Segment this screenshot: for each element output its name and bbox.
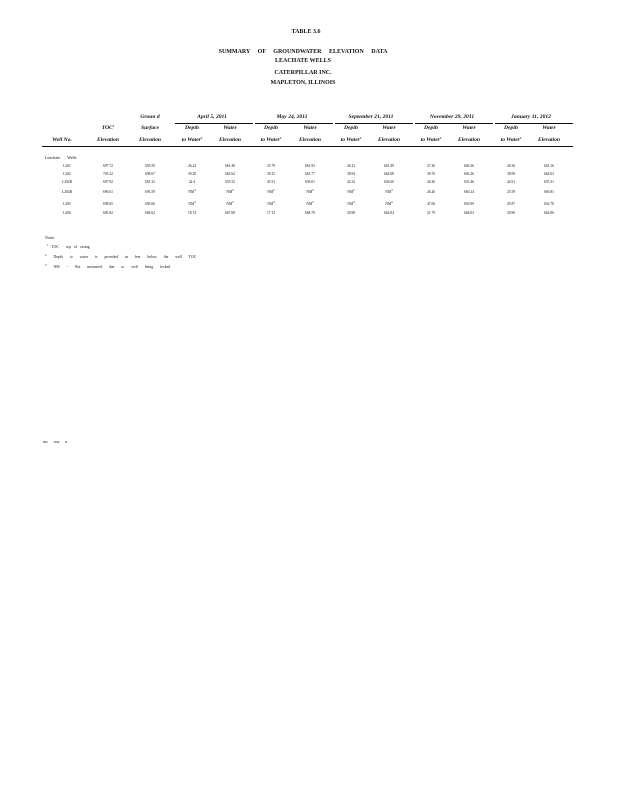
depth-header-3: Depth	[344, 125, 358, 131]
well-id-cell: L205	[63, 202, 71, 206]
toc-elevation-cell: 697.72	[103, 164, 113, 168]
water-elevation-cell: 660.26	[464, 164, 474, 168]
well-id-cell: L206	[63, 211, 71, 215]
depth-to-water-cell: 44.26	[426, 180, 436, 184]
water-elevation-cell: 660.24	[464, 190, 474, 194]
water-elevation-cell: 655.52	[225, 180, 235, 184]
ground-header-top: Groun d	[140, 114, 160, 120]
water-header-2: Water	[303, 125, 317, 131]
date-header-4: November 29, 2011	[429, 114, 475, 120]
note-2: $^2$ Depth to water is provided in feet below the well TOC	[45, 253, 197, 259]
depth-to-water-cell: 20.98	[346, 211, 356, 215]
well-id-cell: L201	[63, 164, 71, 168]
depth-to-water-cell: $NM^3$	[347, 188, 355, 194]
water-elevation-cell: 664.03	[464, 211, 474, 215]
water-header-2-bottom: Elevation	[298, 137, 322, 143]
water-header-3-bottom: Elevation	[377, 137, 401, 143]
date-rule-1	[175, 123, 253, 124]
water-elevation-cell: 661.49	[384, 164, 394, 168]
date-header-1: April 5, 2011	[197, 114, 227, 120]
depth-to-water-cell: 41.91	[266, 180, 276, 184]
depth-to-water-cell: 26.24	[187, 164, 197, 168]
water-elevation-cell: 664.08	[384, 172, 394, 176]
water-elevation-cell: 661.16	[544, 164, 554, 168]
depth-to-water-cell: 47.66	[426, 202, 436, 206]
depth-to-water-cell: $NM^3$	[267, 200, 275, 206]
depth-header-2-bottom: to Water$^2$	[260, 136, 282, 143]
well-no-header: Well No.	[52, 137, 72, 143]
depth-to-water-cell: 25.59	[506, 190, 516, 194]
table-title: SUMMARY OF GROUNDWATER ELEVATION DATA	[218, 49, 388, 55]
ground-header-bottom: Elevation	[138, 137, 162, 143]
date-rule-5	[495, 123, 573, 124]
water-elevation-cell: $NM^3$	[385, 188, 393, 194]
water-elevation-cell: 660.81	[544, 190, 554, 194]
depth-to-water-cell: $NM^3$	[267, 188, 275, 194]
ground-elevation-cell: 691.32	[145, 180, 155, 184]
depth-to-water-cell: 42.61	[506, 180, 516, 184]
water-elevation-cell: 650.99	[464, 202, 474, 206]
depth-header-5-bottom: to Water$^2$	[500, 136, 522, 143]
ground-elevation-cell: 695.66	[145, 202, 155, 206]
depth-to-water-cell: 21.79	[426, 211, 436, 215]
depth-to-water-cell: 27.26	[426, 164, 436, 168]
water-elevation-cell: $NM^3$	[385, 200, 393, 206]
depth-to-water-cell: 39.76	[426, 172, 436, 176]
depth-header-4: Depth	[424, 125, 438, 131]
notes-label: Notes:	[45, 236, 55, 240]
water-elevation-cell: 664.84	[384, 211, 394, 215]
depth-to-water-cell: 42.32	[346, 180, 356, 184]
depth-to-water-cell: 18.74	[187, 211, 197, 215]
toc-header-top: TOC$^1$	[101, 124, 115, 131]
water-elevation-cell: 661.93	[305, 164, 315, 168]
depth-to-water-cell: 26.23	[346, 164, 356, 168]
note-3: $^3$ NM - Not measured due to well being locked	[45, 263, 171, 269]
water-elevation-cell: $NM^3$	[226, 188, 234, 194]
well-id-cell: L204R	[62, 190, 72, 194]
ground-elevation-cell: 693.59	[145, 190, 155, 194]
water-elevation-cell: 661.48	[225, 164, 235, 168]
water-header-4-bottom: Elevation	[457, 137, 481, 143]
water-elevation-cell: 663.26	[464, 172, 474, 176]
water-header-4: Water	[462, 125, 476, 131]
date-rule-3	[335, 123, 413, 124]
water-elevation-cell: $NM^3$	[306, 200, 314, 206]
toc-elevation-cell: 703.22	[103, 172, 113, 176]
water-elevation-cell: 655.31	[544, 180, 554, 184]
ground-elevation-cell: 693.59	[145, 164, 155, 168]
section-label: Leachate Wells	[45, 155, 77, 160]
depth-to-water-cell: 42.4	[188, 180, 196, 184]
water-elevation-cell: 656.01	[305, 180, 315, 184]
water-elevation-cell: 668.70	[305, 211, 315, 215]
depth-to-water-cell: 25.79	[266, 164, 276, 168]
depth-header-3-bottom: to Water$^2$	[340, 136, 362, 143]
ground-elevation-cell: 698.67	[145, 172, 155, 176]
ground-elevation-cell: 684.62	[145, 211, 155, 215]
water-elevation-cell: 652.78	[544, 202, 554, 206]
depth-to-water-cell: 45.87	[506, 202, 516, 206]
depth-to-water-cell: $NM^3$	[347, 200, 355, 206]
depth-to-water-cell: 39.25	[266, 172, 276, 176]
water-header-1: Water	[223, 125, 237, 131]
header-bottom-rule	[42, 146, 573, 147]
water-elevation-cell: 664.03	[544, 172, 554, 176]
depth-to-water-cell: 38.94	[346, 172, 356, 176]
well-id-cell: L202R	[62, 180, 72, 184]
date-header-3: September 21, 2011	[348, 114, 394, 120]
date-rule-4	[415, 123, 493, 124]
water-header-3: Water	[382, 125, 396, 131]
depth-header-1: Depth	[185, 125, 199, 131]
water-elevation-cell: 653.46	[464, 180, 474, 184]
depth-header-4-bottom: to Water$^2$	[420, 136, 442, 143]
water-elevation-cell: $NM^3$	[306, 188, 314, 194]
water-elevation-cell: 663.77	[305, 172, 315, 176]
water-elevation-cell: 663.62	[225, 172, 235, 176]
water-elevation-cell: 664.86	[544, 211, 554, 215]
ground-header-mid: Surface	[140, 125, 160, 131]
footer-code: rns rrsa n	[43, 440, 68, 444]
date-header-5: January 11, 2012	[511, 114, 551, 120]
table-subtitle-wells: LEACHATE WELLS	[275, 58, 331, 64]
water-header-1-bottom: Elevation	[218, 137, 242, 143]
depth-to-water-cell: 26.26	[426, 190, 436, 194]
date-rule-2	[255, 123, 333, 124]
water-header-5: Water	[542, 125, 556, 131]
water-header-5-bottom: Elevation	[537, 137, 561, 143]
water-elevation-cell: 656.60	[384, 180, 394, 184]
table-subtitle-location: MAPLETON, ILLINOIS	[270, 80, 336, 86]
well-id-cell: L202	[63, 172, 71, 176]
toc-elevation-cell: 698.65	[103, 202, 113, 206]
date-header-2: May 24, 2011	[276, 114, 308, 120]
depth-to-water-cell: $NM^3$	[188, 188, 196, 194]
depth-to-water-cell: 39.20	[187, 172, 197, 176]
toc-header-bottom: Elevation	[96, 137, 120, 143]
depth-header-1-bottom: to Water$^2$	[181, 136, 203, 143]
depth-to-water-cell: 38.99	[506, 172, 516, 176]
toc-elevation-cell: 685.82	[103, 211, 113, 215]
table-number: TABLE 3.6	[291, 29, 321, 35]
water-elevation-cell: 667.08	[225, 211, 235, 215]
depth-to-water-cell: 26.56	[506, 164, 516, 168]
toc-elevation-cell: 696.61	[103, 190, 113, 194]
depth-to-water-cell: 17.12	[266, 211, 276, 215]
note-1: $^1$ TOC - top of casing	[47, 243, 90, 249]
table-subtitle-company: CATERPILLAR INC.	[274, 70, 332, 76]
toc-elevation-cell: 697.92	[103, 180, 113, 184]
depth-header-5: Depth	[504, 125, 518, 131]
depth-to-water-cell: 20.96	[506, 211, 516, 215]
water-elevation-cell: $NM^3$	[226, 200, 234, 206]
depth-header-2: Depth	[264, 125, 278, 131]
depth-to-water-cell: $NM^3$	[188, 200, 196, 206]
